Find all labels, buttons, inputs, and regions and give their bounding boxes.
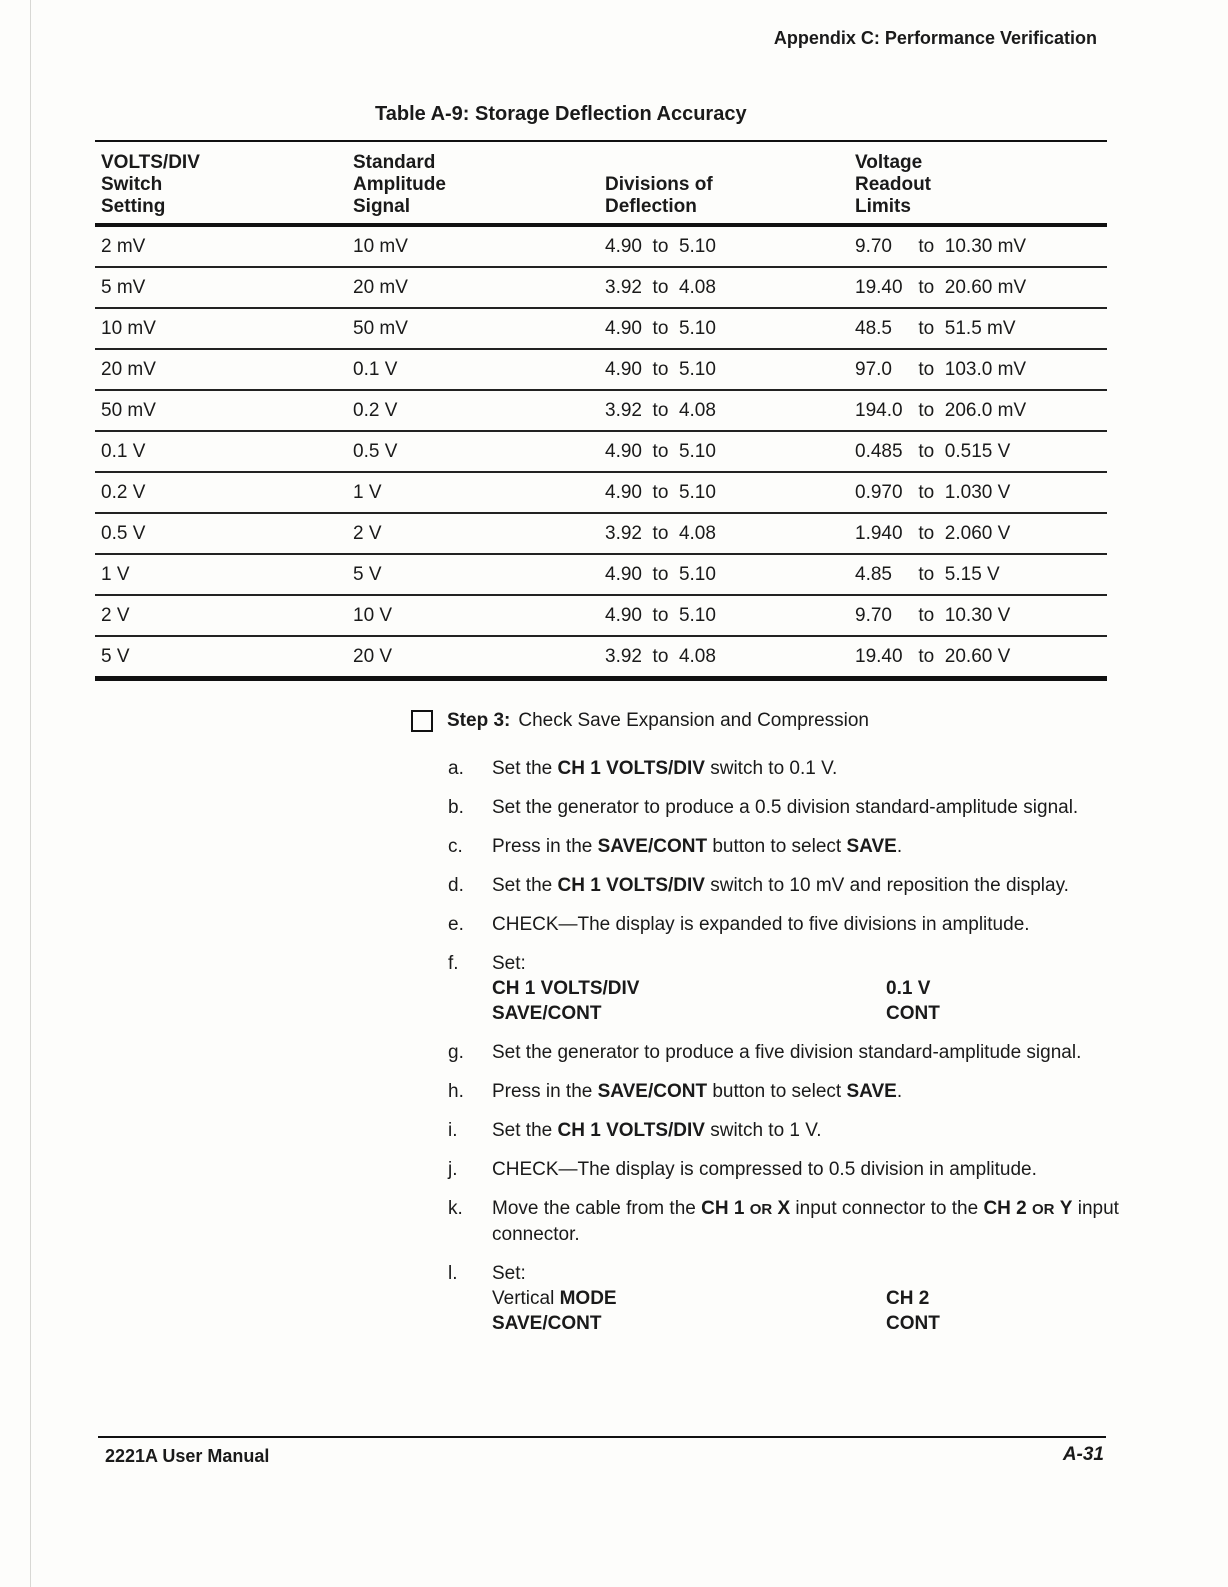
table-cell: 48.5 to 51.5 mV: [849, 308, 1107, 349]
table-cell: 5 mV: [95, 267, 347, 308]
table-cell: 194.0 to 206.0 mV: [849, 390, 1107, 431]
table-cell: 0.1 V: [95, 431, 347, 472]
step-heading: [411, 710, 869, 732]
table-cell: 50 mV: [347, 308, 599, 349]
footer-manual-title: 2221A User Manual: [105, 1446, 270, 1466]
scan-edge-line: [30, 0, 31, 1587]
table-cell: 3.92 to 4.08: [599, 513, 849, 554]
table-cell: 10 mV: [347, 225, 599, 267]
table-row: [95, 308, 1107, 349]
step-title: Check Save Expansion and Compression: [518, 710, 869, 731]
table-row: [95, 225, 1107, 267]
table-cell: 4.90 to 5.10: [599, 225, 849, 267]
column-header: Voltage Readout Limits: [855, 152, 931, 217]
table-cell: 5 V: [347, 554, 599, 595]
table-row: [95, 431, 1107, 472]
settings-grid: Vertical MODE CH 2 SAVE/CONT CONT: [492, 1288, 940, 1334]
table-cell: 20 mV: [347, 267, 599, 308]
list-item: b. Set the generator to produce a 0.5 division standard-amplitude signal.: [448, 797, 1079, 818]
table-cell: 9.70 to 10.30 mV: [849, 225, 1107, 267]
table-row: [95, 554, 1107, 595]
table-cell: 3.92 to 4.08: [599, 636, 849, 679]
table-cell: 4.90 to 5.10: [599, 472, 849, 513]
list-item: f. Set: CH 1 VOLTS/DIV 0.1 V SAVE/CONT CONT: [440, 951, 1120, 1026]
table-cell: 10 V: [347, 595, 599, 636]
table-row: [95, 472, 1107, 513]
column-header: VOLTS/DIV Switch Setting: [101, 152, 200, 217]
list-item: k. Move the cable from the CH 1 OR X input connector to the CH 2 OR Y input connector.: [448, 1198, 1119, 1245]
table-row: [95, 349, 1107, 390]
table-cell: 0.2 V: [95, 472, 347, 513]
list-item: j. CHECK—The display is compressed to 0.5 division in amplitude.: [448, 1159, 1037, 1180]
table-cell: 4.90 to 5.10: [599, 554, 849, 595]
table-cell: 19.40 to 20.60 V: [849, 636, 1107, 679]
table-title: Table A-9: Storage Deflection Accuracy: [375, 103, 747, 125]
footer-rule: [98, 1436, 1106, 1438]
table-row: [95, 636, 1107, 679]
table-cell: 2 mV: [95, 225, 347, 267]
page-header: Appendix C: Performance Verification: [773, 28, 1097, 48]
table-row: [95, 390, 1107, 431]
table-cell: 50 mV: [95, 390, 347, 431]
table-row: [95, 267, 1107, 308]
table-cell: 10 mV: [95, 308, 347, 349]
table-cell: 4.90 to 5.10: [599, 595, 849, 636]
table-row: [95, 595, 1107, 636]
table-cell: 3.92 to 4.08: [599, 267, 849, 308]
table-cell: 1.940 to 2.060 V: [849, 513, 1107, 554]
table-cell: 1 V: [95, 554, 347, 595]
step-label: Step 3:: [447, 710, 511, 731]
table-cell: 4.90 to 5.10: [599, 349, 849, 390]
list-item: d. Set the CH 1 VOLTS/DIV switch to 10 mV and reposition the display.: [448, 875, 1069, 896]
table-cell: 4.90 to 5.10: [599, 308, 849, 349]
column-header: Standard Amplitude Signal: [353, 152, 446, 217]
list-item: h. Press in the SAVE/CONT button to select SAVE.: [448, 1081, 903, 1102]
list-item: a. Set the CH 1 VOLTS/DIV switch to 0.1 V.: [448, 758, 838, 779]
table-body: [95, 225, 1107, 679]
table-cell: 9.70 to 10.30 V: [849, 595, 1107, 636]
list-item: g. Set the generator to produce a five division standard-amplitude signal.: [448, 1042, 1082, 1063]
table-cell: 20 V: [347, 636, 599, 679]
table-cell: 3.92 to 4.08: [599, 390, 849, 431]
table-cell: 19.40 to 20.60 mV: [849, 267, 1107, 308]
table-cell: 4.90 to 5.10: [599, 431, 849, 472]
table-cell: 0.970 to 1.030 V: [849, 472, 1107, 513]
footer-page-number: A-31: [1062, 1444, 1104, 1465]
list-item: c. Press in the SAVE/CONT button to select SAVE.: [448, 836, 903, 857]
list-item: i. Set the CH 1 VOLTS/DIV switch to 1 V.: [448, 1120, 822, 1141]
procedure-list: [440, 756, 1120, 1350]
column-header: Divisions of Deflection: [605, 174, 713, 217]
table-cell: 0.5 V: [95, 513, 347, 554]
list-item: e. CHECK—The display is expanded to five divisions in amplitude.: [448, 914, 1030, 935]
table-cell: 1 V: [347, 472, 599, 513]
table-cell: 20 mV: [95, 349, 347, 390]
step-checkbox[interactable]: [411, 710, 433, 732]
storage-deflection-table: [95, 140, 1107, 681]
table-cell: 4.85 to 5.15 V: [849, 554, 1107, 595]
table-header-row: [95, 141, 1107, 225]
list-item: l. Set: Vertical MODE CH 2 SAVE/CONT CONT: [440, 1261, 1120, 1336]
table-cell: 0.1 V: [347, 349, 599, 390]
table-cell: 2 V: [95, 595, 347, 636]
table-cell: 97.0 to 103.0 mV: [849, 349, 1107, 390]
table-cell: 0.485 to 0.515 V: [849, 431, 1107, 472]
table-cell: 0.2 V: [347, 390, 599, 431]
settings-grid: CH 1 VOLTS/DIV 0.1 V SAVE/CONT CONT: [492, 978, 940, 1024]
table-cell: 5 V: [95, 636, 347, 679]
table-cell: 2 V: [347, 513, 599, 554]
table-row: [95, 513, 1107, 554]
table-cell: 0.5 V: [347, 431, 599, 472]
